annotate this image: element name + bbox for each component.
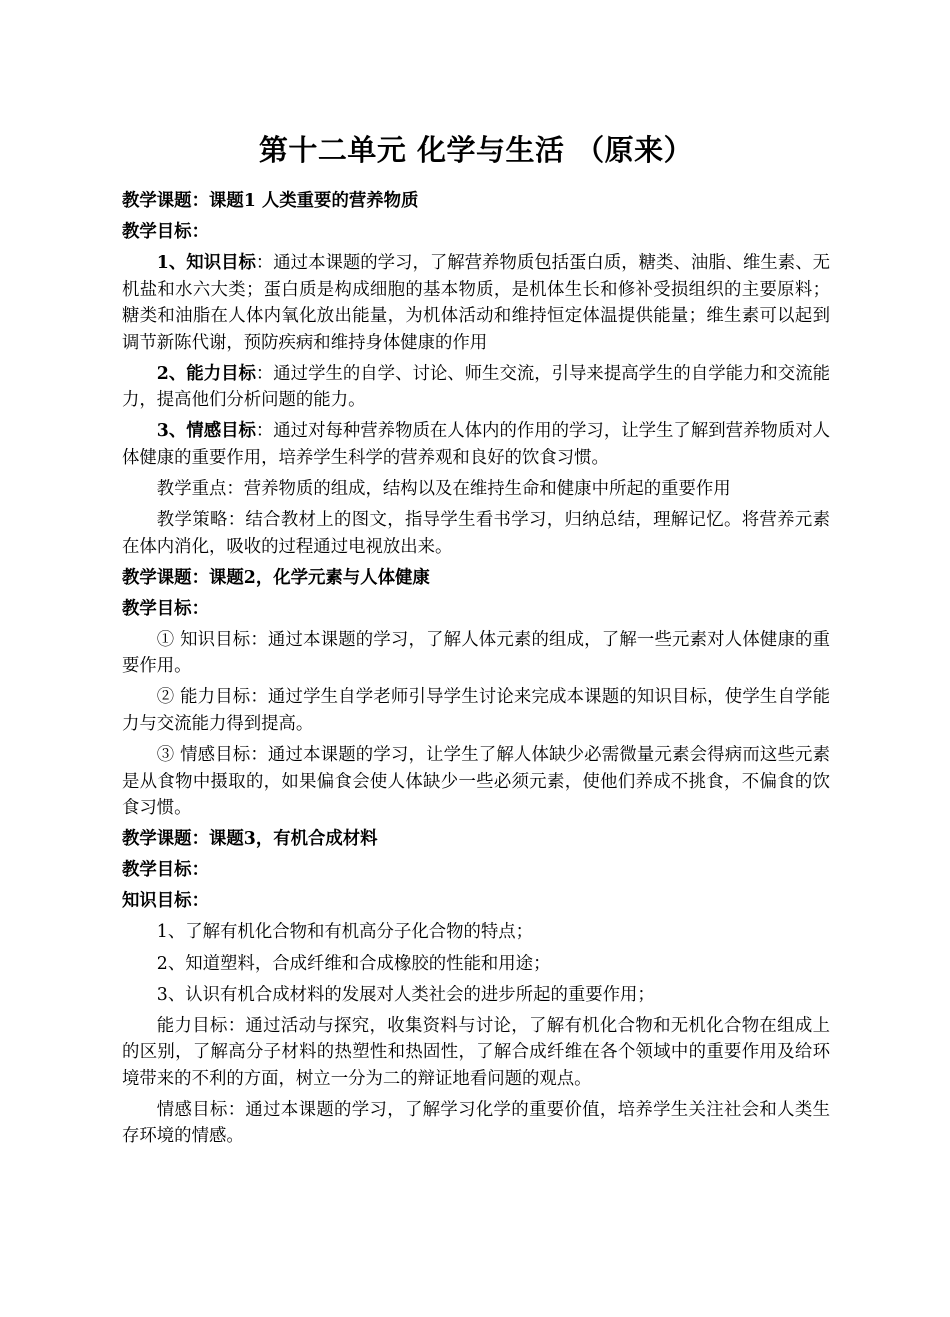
lesson2-ability-goal: ② 能力目标：通过学生自学老师引导学生讨论来完成本课题的知识目标，使学生自学能力与交流能力得到提高。 [122,687,830,734]
document-title: 第十二单元 化学与生活 （原来） [258,133,694,167]
lesson1-emotion-label: 3、情感目标 [156,421,256,442]
lesson1-ability-text: ：通过学生的自学、讨论、师生交流，引导来提高学生的自学能力和交流能力，提高他们分析问题的能力。 [122,363,830,411]
lesson3-knowledge-label: 知识目标： [122,891,209,912]
lesson1-knowledge-label: 1、知识目标 [156,253,256,274]
lesson2-heading: 教学课题：课题2，化学元素与人体健康 [122,567,430,588]
lesson2-knowledge-goal: ① 知识目标：通过本课题的学习，了解人体元素的组成，了解一些元素对人体健康的重要作用。 [122,629,830,677]
lesson3-heading: 教学课题：课题3，有机合成材料 [122,829,378,850]
lesson3-goals-label: 教学目标： [122,860,209,881]
lesson1-knowledge-text: ：通过本课题的学习，了解营养物质包括蛋白质，糖类、油脂、维生素、无机盐和水六大类；蛋白质是构成细胞的基本物质，是机体生长和修补受损组织的主要原料；糖类和油脂在人体内氧化放出能量，为机体活动和维持恒定体温提供能量；维生素可以起到调节新陈代谢，预防疾病和维持身体健康的作用 [122,253,830,353]
lesson2-emotion-goal: ③ 情感目标：通过本课题的学习，让学生了解人体缺少必需微量元素会得病而这些元素是从食物中摄取的，如果偏食会使人体缺少一些必须元素，使他们养成不挑食，不偏食的饮食习惯。 [122,745,830,819]
lesson1-emotion-goal [122,418,830,471]
lesson2-goals-label: 教学目标： [122,598,209,619]
lesson3-knowledge-item: 1、了解有机化合物和有机高分子化合物的特点； [156,922,534,943]
lesson3-knowledge-item: 2、知道塑料，合成纤维和合成橡胶的性能和用途； [156,953,551,974]
lesson1-focus: 教学重点：营养物质的组成，结构以及在维持生命和健康中所起的重要作用 [156,478,731,499]
lesson3-ability-goal: 能力目标：通过活动与探究，收集资料与讨论，了解有机化合物和无机化合物在组成上的区别，了解高分子材料的热塑性和热固性，了解合成纤维在各个领域中的重要作用及给环境带来的不利的方面，树立一分为二的辩证地看问题的观点。 [122,1015,830,1089]
lesson1-emotion-text: ：通过对每种营养物质在人体内的作用的学习，让学生了解到营养物质对人体健康的重要作用，培养学生科学的营养观和良好的饮食习惯。 [122,421,830,468]
lesson1-goals-label: 教学目标： [122,222,209,243]
lesson3-knowledge-item: 3、认识有机合成材料的发展对人类社会的进步所起的重要作用； [156,984,655,1005]
lesson1-ability-goal [122,361,830,414]
document-page [122,130,830,1154]
lesson1-knowledge-goal [122,250,830,356]
lesson1-strategy: 教学策略：结合教材上的图文，指导学生看书学习，归纳总结，理解记忆。将营养元素在体内消化，吸收的过程通过电视放出来。 [122,510,830,557]
lesson3-emotion-goal: 情感目标：通过本课题的学习，了解学习化学的重要价值，培养学生关注社会和人类生存环境的情感。 [122,1099,830,1147]
lesson1-heading: 教学课题：课题1 人类重要的营养物质 [122,191,419,211]
lesson1-ability-label: 2、能力目标 [156,363,256,384]
